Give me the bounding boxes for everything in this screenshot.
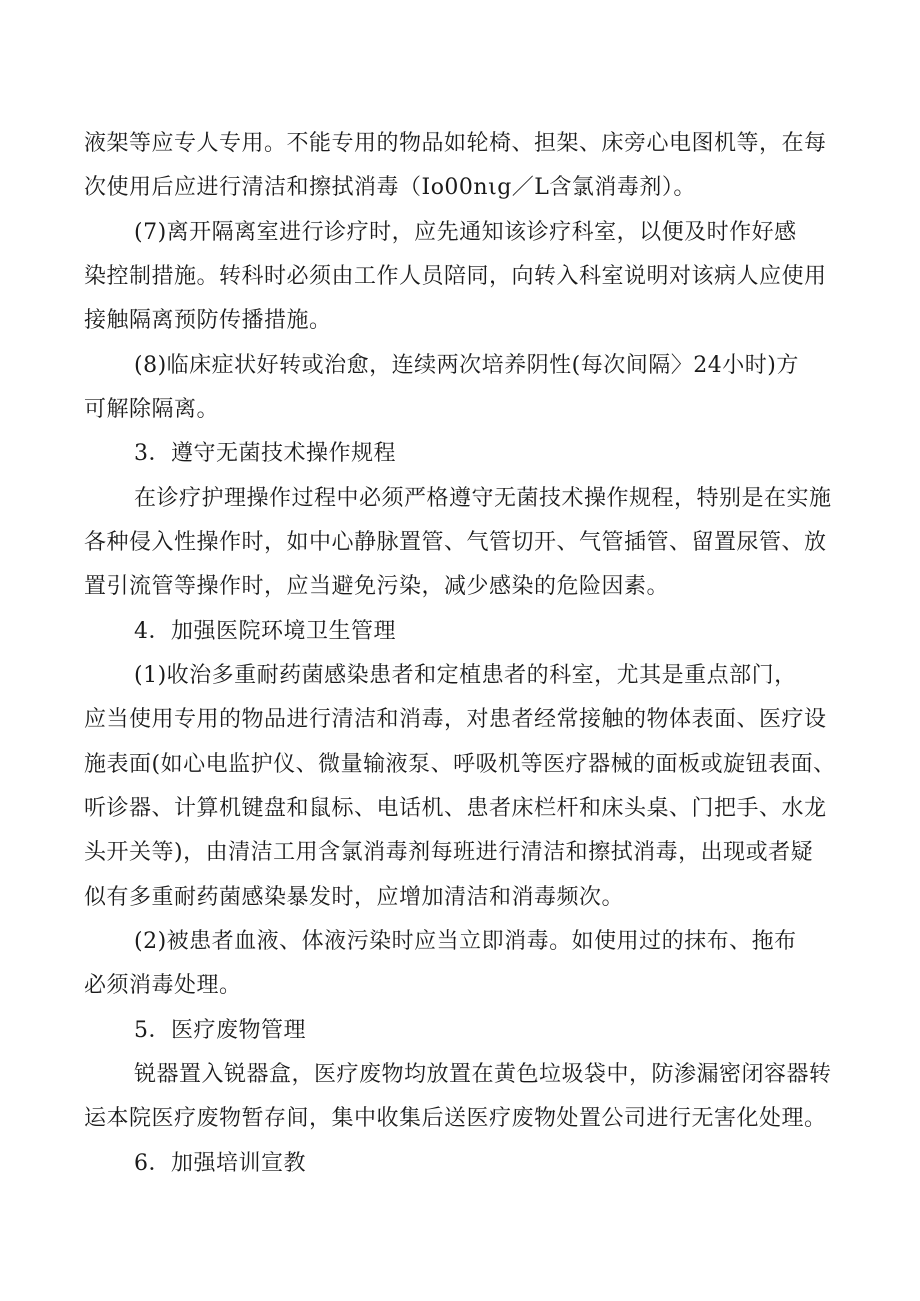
paragraph-line: 似有多重耐药菌感染暴发时，应增加清洁和消毒频次。 — [84, 885, 625, 910]
paragraph-line: (2)被患者血液、体液污染时应当立即消毒。如使用过的抹布、拖布 — [134, 929, 797, 954]
paragraph-line: 运本院医疗废物暂存间，集中收集后送医疗废物处置公司进行无害化处理。 — [84, 1106, 827, 1131]
section-heading: 5．医疗废物管理 — [134, 1018, 306, 1043]
paragraph-line: 各种侵入性操作时，如中心静脉置管、气管切开、气管插管、留置尿管、放 — [84, 530, 827, 555]
paragraph-line: (7)离开隔离室进行诊疗时，应先通知该诊疗科室，以便及时作好感 — [134, 220, 797, 245]
section-heading: 6．加强培训宣教 — [134, 1151, 306, 1176]
paragraph-line: 在诊疗护理操作过程中必须严格遵守无菌技术操作规程，特别是在实施 — [134, 486, 832, 511]
paragraph-line: 施表面(如心电监护仪、微量输液泵、呼吸机等医疗器械的面板或旋钮表面、 — [84, 752, 836, 777]
paragraph-line: (8)临床症状好转或治愈，连续两次培养阴性(每次间隔〉24小时)方 — [134, 353, 799, 378]
paragraph-line: 染控制措施。转科时必须由工作人员陪同，向转入科室说明对该病人应使用 — [84, 264, 827, 289]
section-heading: 3．遵守无菌技术操作规程 — [134, 441, 396, 466]
paragraph-line: 锐器置入锐器盒，医疗废物均放置在黄色垃圾袋中，防渗漏密闭容器转 — [134, 1062, 832, 1087]
paragraph-line: (1)收治多重耐药菌感染患者和定植患者的科室，尤其是重点部门， — [134, 663, 797, 688]
paragraph-line: 次使用后应进行清洁和擦拭消毒（Io00nιg／L含氯消毒剂）。 — [84, 175, 696, 200]
paragraph-line: 应当使用专用的物品进行清洁和消毒，对患者经常接触的物体表面、医疗设 — [84, 707, 827, 732]
paragraph-line: 接触隔离预防传播措施。 — [84, 308, 332, 333]
paragraph-line: 液架等应专人专用。不能专用的物品如轮椅、担架、床旁心电图机等，在每 — [84, 131, 827, 156]
paragraph-line: 可解除隔离。 — [84, 397, 220, 422]
paragraph-line: 头开关等)，由清洁工用含氯消毒剂每班进行清洁和擦拭消毒，出现或者疑 — [84, 840, 814, 865]
paragraph-line: 置引流管等操作时，应当避免污染，减少感染的危险因素。 — [84, 574, 670, 599]
paragraph-line: 必须消毒处理。 — [84, 973, 242, 998]
section-heading: 4．加强医院环境卫生管理 — [134, 619, 396, 644]
paragraph-line: 听诊器、计算机键盘和鼠标、电话机、患者床栏杆和床头桌、门把手、水龙 — [84, 796, 827, 821]
